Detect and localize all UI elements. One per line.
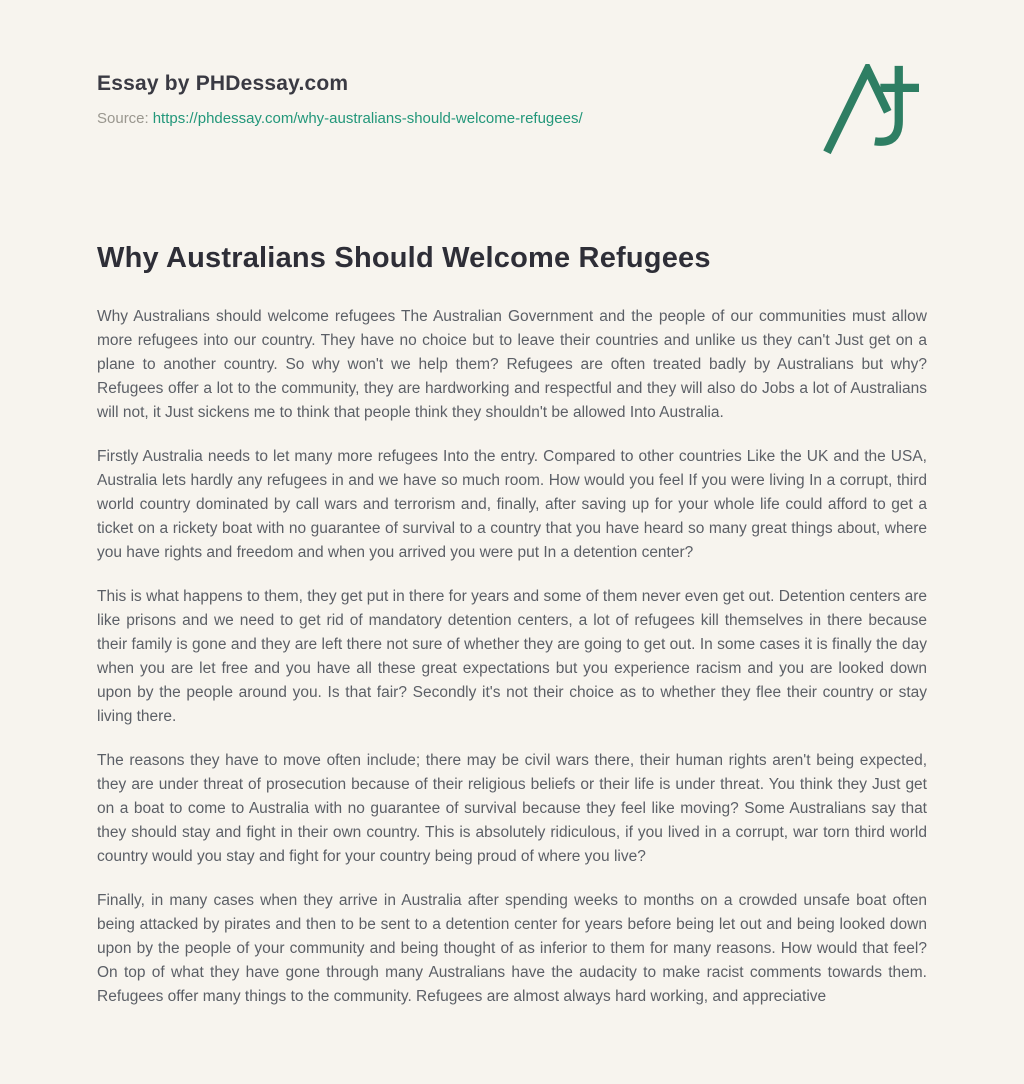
source-line bbox=[97, 110, 583, 127]
phdessay-logo-icon bbox=[821, 64, 925, 156]
essay-paragraph: This is what happens to them, they get put in there for years and some of them never even get out. Detention centers are like prisons and we need to get rid of mandatory detention centers, a lot of refugees kill themselves in there because their family is gone and they are left there not sure of whether they are going to get out. In some cases it is finally the day when you are let free and you have all these great expectations but you experience racism and you are looked down upon by the people around you. Is that fair? Secondly it's not their choice as to whether they flee their country or stay living there. bbox=[97, 588, 927, 725]
essay-paragraph: Why Australians should welcome refugees The Australian Government and the people of our communities must allow more refugees into our country. They have no choice but to leave their countries and unlike us they can't Just get on a plane to another country. So why won't we help them? Refugees are often treated badly by Australians but why? Refugees offer a lot to the community, they are hardworking and respectful and they will also do Jobs a lot of Australians will not, it Just sickens me to think that people think they shouldn't be allowed Into Australia. bbox=[97, 308, 927, 421]
essay-paragraph: Finally, in many cases when they arrive in Australia after spending weeks to months on a crowded unsafe boat often being attacked by pirates and then to be sent to a detention center for years before being let out and being looked down upon by the people of your community and being thought of as inferior to them for many reasons. How would that feel? On top of what they have gone through many Australians have the audacity to make racist comments towards them. Refugees offer many things to the community. Refugees are almost always hard working, and appreciative bbox=[97, 892, 927, 1005]
source-link[interactable]: https://phdessay.com/why-australians-should-welcome-refugees/ bbox=[152, 110, 583, 127]
essay-title: Why Australians Should Welcome Refugees bbox=[97, 242, 711, 274]
byline: Essay by PHDessay.com bbox=[97, 72, 349, 95]
essay-paragraph: The reasons they have to move often include; there may be civil wars there, their human rights aren't being expected, they are under threat of prosecution because of their religious beliefs or their life is under threat. You think they Just get on a boat to come to Australia with no guarantee of survival because they feel like moving? Some Australians say that they should stay and fight in their own country. This is absolutely ridiculous, if you lived in a corrupt, war torn third world country would you stay and fight for your country being proud of where you live? bbox=[97, 752, 927, 865]
header-text-block bbox=[97, 72, 583, 127]
essay-body bbox=[97, 305, 927, 1009]
essay-paragraph: Firstly Australia needs to let many more refugees Into the entry. Compared to other countries Like the UK and the USA, Australia lets hardly any refugees in and we have so much room. How would you feel If you were living In a corrupt, third world country dominated by call wars and terrorism and, finally, after saving up for your whole life could afford to get a ticket on a rickety boat with no guarantee of survival to a country that you have heard so many great things about, where you have rights and freedom and when you arrived you were put In a detention center? bbox=[97, 448, 927, 561]
source-label: Source: bbox=[97, 110, 149, 127]
essay-content bbox=[97, 242, 927, 1009]
page-header bbox=[97, 72, 927, 156]
